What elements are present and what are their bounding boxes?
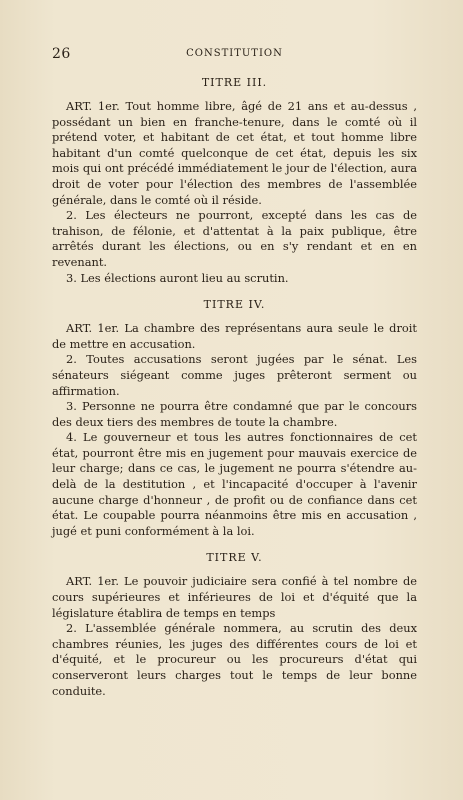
article-paragraph: 3. Personne ne pourra être condamné que par le concours des deux tiers des membres de toute la chambre. — [52, 399, 417, 429]
section-titre-iv — [52, 298, 417, 539]
section-heading: TITRE V. — [206, 551, 263, 565]
article-paragraph: 3. Les élections auront lieu au scrutin. — [66, 270, 289, 285]
running-title: CONSTITUTION — [186, 48, 283, 59]
page-number: 26 — [52, 46, 71, 62]
article-paragraph: ART. 1er. Le pouvoir judiciaire sera confié à tel nombre de cours supérieures et inférieures de loi et d'équité que la législature établira de temps en temps — [52, 574, 417, 620]
page-body — [52, 76, 417, 711]
section-heading: TITRE IV. — [203, 298, 266, 312]
article-paragraph: 2. Les électeurs ne pourront, excepté dans les cas de trahison, de félonie, et d'attentat à la paix publique, être arrêtés durant les élections, ou en s'y rendant et en en revenant. — [52, 208, 417, 269]
article-paragraph: 2. Toutes accusations seront jugées par le sénat. Les sénateurs siégeant comme juges prêteront serment ou affirmation. — [52, 352, 417, 398]
running-head — [52, 48, 417, 66]
section-titre-iii — [52, 76, 417, 286]
section-heading: TITRE III. — [201, 76, 268, 89]
article-paragraph: 4. Le gouverneur et tous les autres fonctionnaires de cet état, pourront être mis en jugement pour mauvais exercice de leur charge; dans ce cas, le jugement ne pourra s'étendre au-delà de la destitution , et l'incapacité d'occuper à l'avenir aucune charge d'honneur , de profit ou de confiance dans cet état. Le coupable pourra néanmoins être mis en accusation , jugé et puni conformément à la loi. — [52, 430, 417, 538]
article-paragraph: ART. 1er. La chambre des représentans aura seule le droit de mettre en accusation. — [52, 321, 417, 351]
article-paragraph: ART. 1er. Tout homme libre, âgé de 21 ans et au-dessus , possédant un bien en franche-tenure, dans le comté où il prétend voter, et habitant de cet état, et tout homme libre habitant d'un comté quelconque de cet état, depuis les six mois qui ont précédé immédiatement le jour de l'élection, aura droit de voter pour l'élection des membres de l'assemblée générale, dans le comté où il réside. — [52, 99, 417, 207]
section-titre-v — [52, 551, 417, 699]
article-paragraph: 2. L'assemblée générale nommera, au scrutin des deux chambres réunies, les juges des différentes cours de loi et d'équité, et le procureur ou les procureurs d'état qui conserveront leurs charges tout le temps de leur bonne conduite. — [52, 621, 417, 698]
